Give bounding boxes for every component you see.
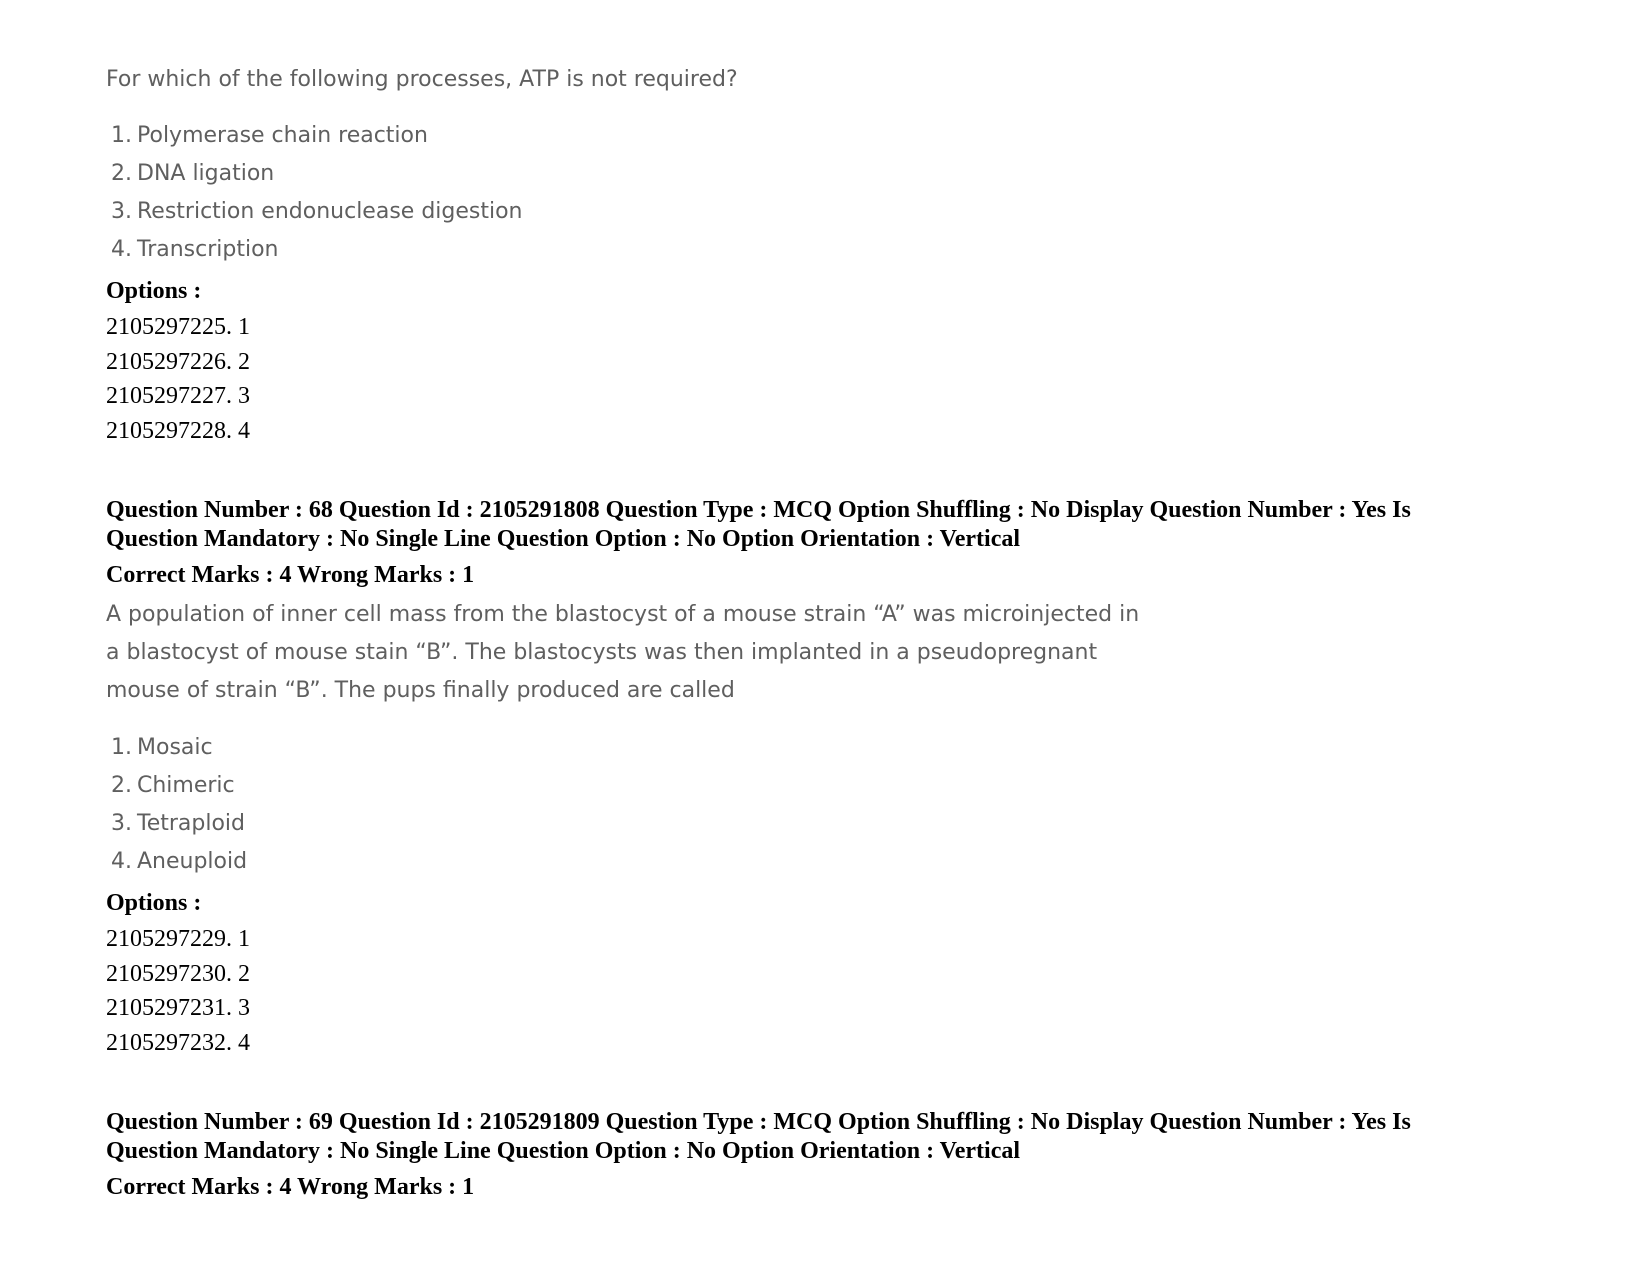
q68-options-label: Options : — [106, 890, 202, 916]
q68-option-4: 2105297232. 4 — [106, 1029, 250, 1056]
q67-choice-2: 2. DNA ligation — [111, 161, 275, 186]
q68-marks: Correct Marks : 4 Wrong Marks : 1 — [106, 562, 475, 588]
q69-meta-line-1: Question Number : 69 Question Id : 2105291809 Question Type : MCQ Option Shuffling : No Display Question Number : Yes Is — [106, 1109, 1411, 1135]
q68-meta-line-2: Question Mandatory : No Single Line Question Option : No Option Orientation : Vertical — [106, 526, 1021, 552]
q67-option-list — [106, 310, 250, 448]
q68-question-text: A population of inner cell mass from the blastocyst of a mouse strain “A” was microinjected in a blastocyst of mouse stain “B”. The blastocysts was then implanted in a pseudopregnant mouse of strain “B”. The pups finally produced are called — [106, 602, 1140, 703]
q67-choice-list — [111, 117, 523, 269]
q69-meta-line-2: Question Mandatory : No Single Line Question Option : No Option Orientation : Vertical — [106, 1138, 1021, 1164]
q68-option-2: 2105297230. 2 — [106, 960, 250, 987]
q67-question-text: For which of the following processes, ATP is not required? — [106, 67, 738, 92]
q68-meta — [106, 496, 1566, 554]
q67-option-3: 2105297227. 3 — [106, 383, 250, 409]
q68-choice-list — [111, 729, 247, 881]
q67-choice-4: 4. Transcription — [111, 237, 279, 262]
q68-meta-line-1: Question Number : 68 Question Id : 2105291808 Question Type : MCQ Option Shuffling : No Display Question Number : Yes Is — [106, 497, 1411, 523]
q69-meta — [106, 1108, 1566, 1166]
q68-choice-3: 3. Tetraploid — [111, 811, 246, 836]
q67-option-1: 2105297225. 1 — [106, 314, 250, 340]
q67-choice-3: 3. Restriction endonuclease digestion — [111, 199, 523, 224]
q67-option-4: 2105297228. 4 — [106, 417, 250, 444]
q68-option-1: 2105297229. 1 — [106, 926, 250, 952]
q69-marks: Correct Marks : 4 Wrong Marks : 1 — [106, 1174, 475, 1200]
q67-option-2: 2105297226. 2 — [106, 348, 250, 375]
q67-options-label: Options : — [106, 278, 202, 304]
q68-choice-4: 4. Aneuploid — [111, 849, 248, 874]
q68-option-3: 2105297231. 3 — [106, 995, 250, 1021]
q68-option-list — [106, 922, 250, 1060]
q67-choice-1: 1. Polymerase chain reaction — [111, 123, 428, 148]
q68-choice-1: 1. Mosaic — [111, 735, 213, 760]
q68-choice-2: 2. Chimeric — [111, 773, 235, 798]
